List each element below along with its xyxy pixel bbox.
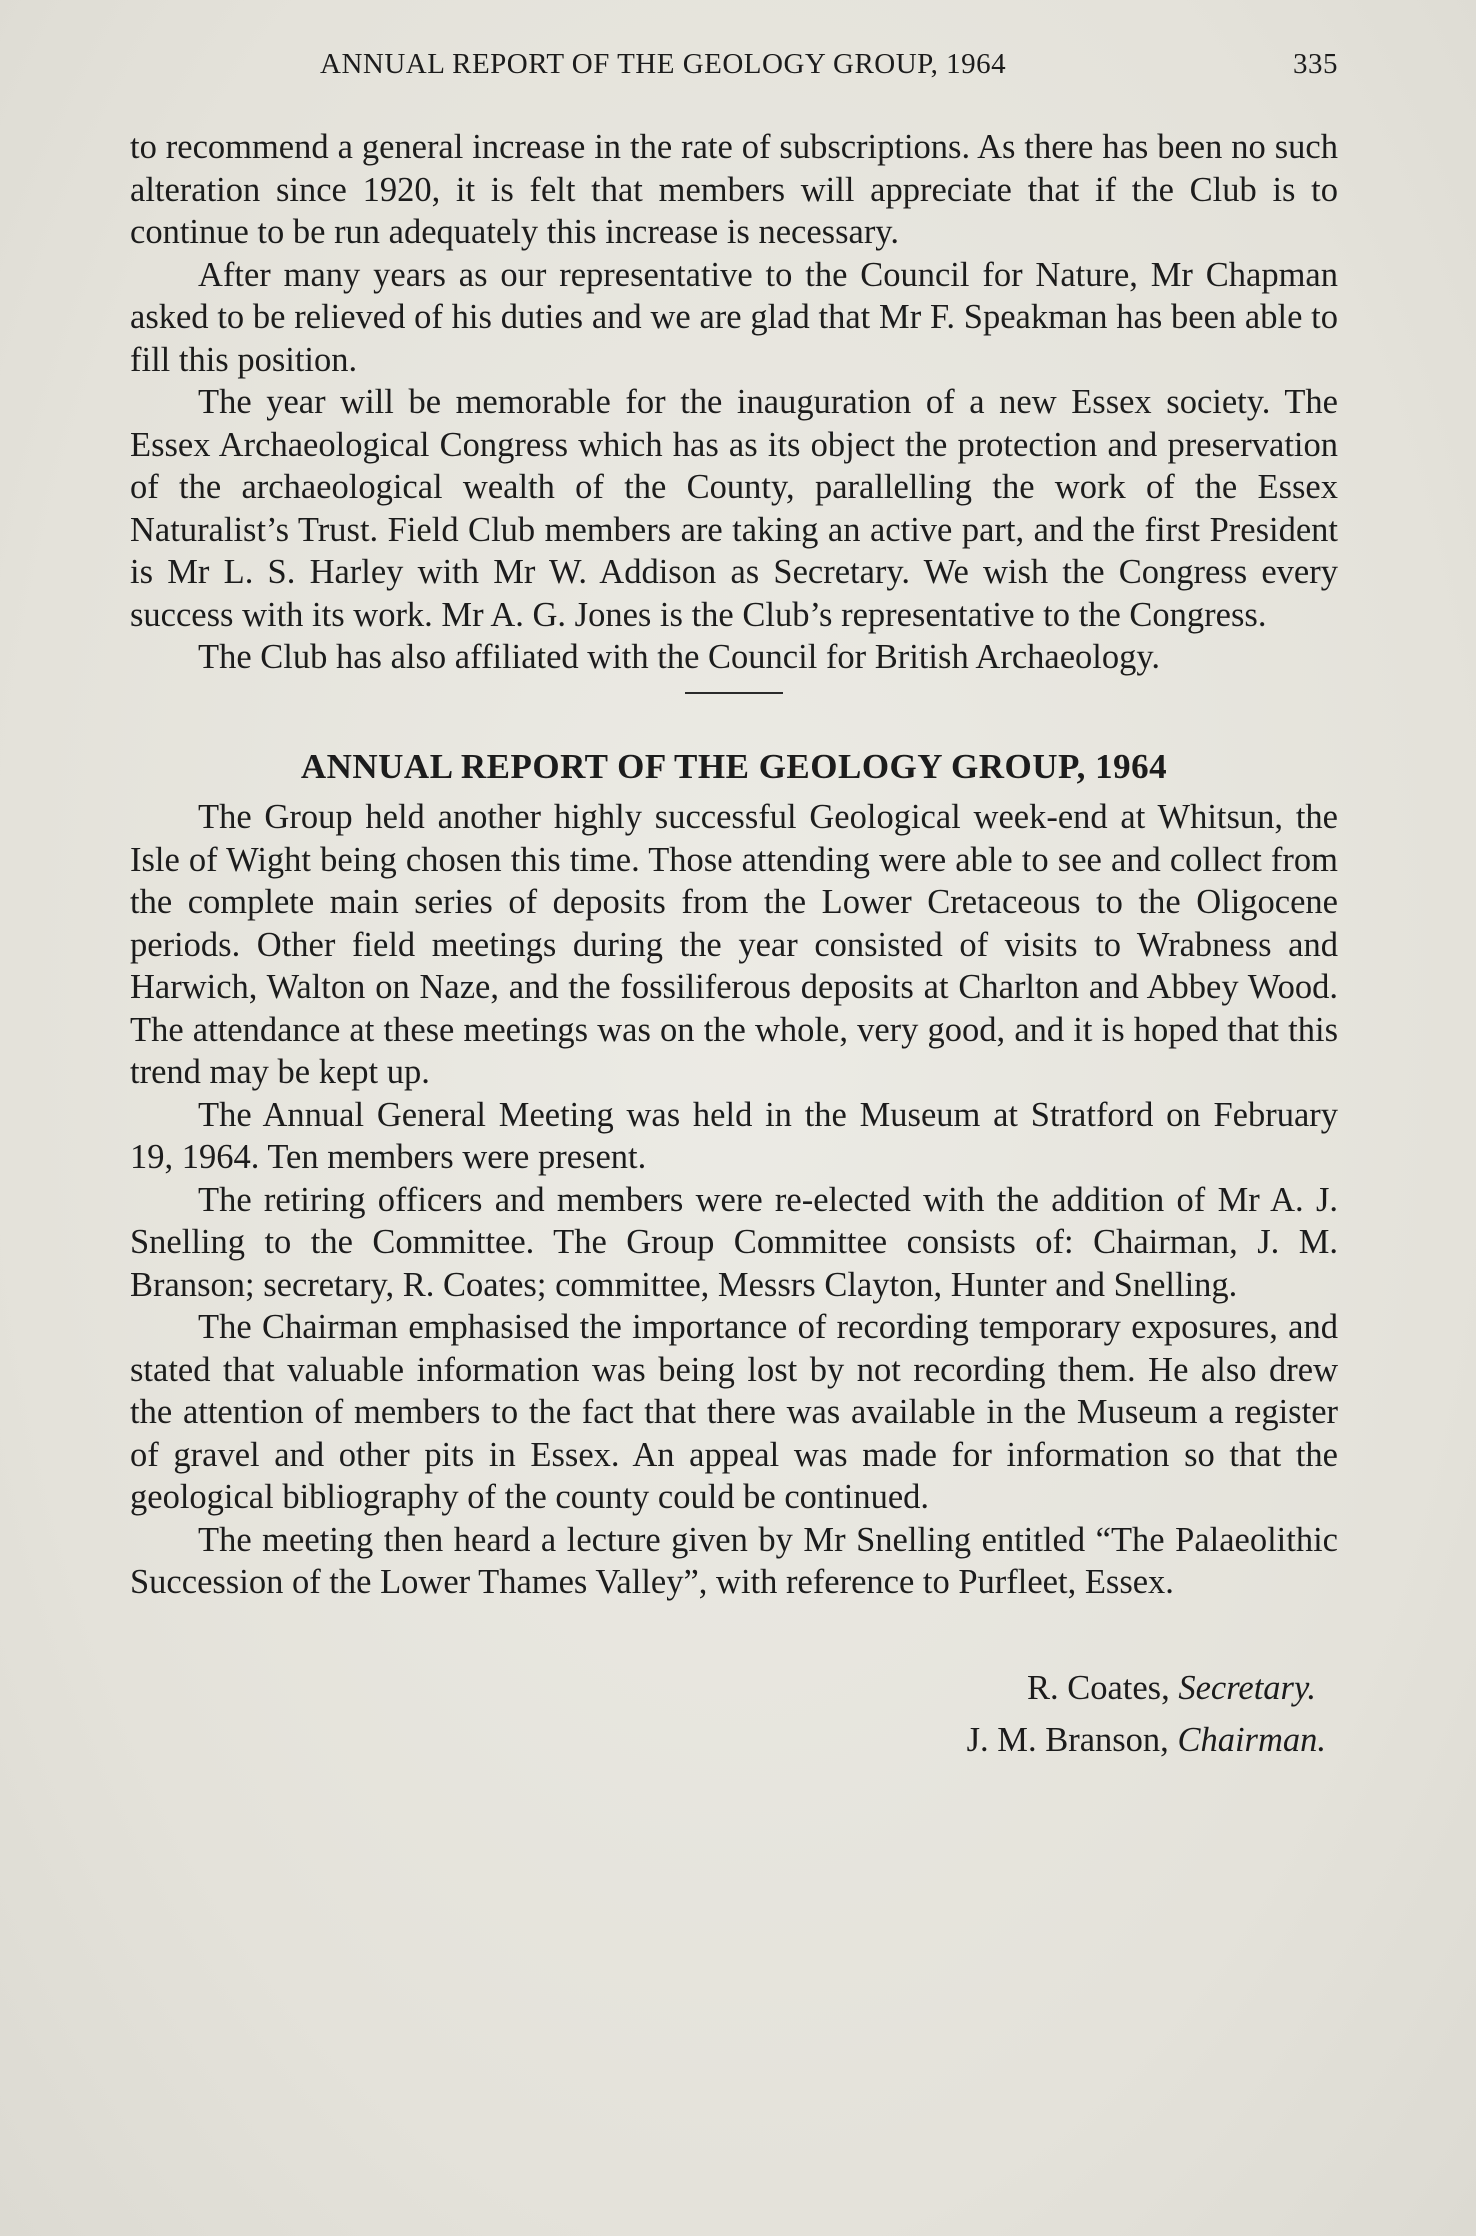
page-number: 335 [1293, 48, 1338, 80]
signature-block [130, 1662, 1338, 1766]
signature-secretary [130, 1662, 1338, 1714]
signature-name: J. M. Branson, [966, 1720, 1169, 1759]
continued-paragraph: to recommend a general increase in the rate of subscriptions. As there has been no such alteration since 1920, it is felt that members will appreciate that if the Club is to continue to be run adequately this increase is necessary. [130, 128, 1338, 251]
paragraph-chairman-remarks: The Chairman emphasised the importance of recording temporary exposures, and stated that valuable information was being lost by not recording them. He also drew the attention of members to the fact that there was available in the Museum a register of gravel and other pits in Essex. An appeal was made for information so that the geological bibliography of the county could be continued. [130, 1308, 1338, 1516]
paragraph-council-for-british-archaeology: The Club has also affiliated with the Council for British Archaeology. [198, 638, 1160, 676]
signature-chairman [130, 1714, 1338, 1766]
paragraph-archaeological-congress: The year will be memorable for the inauguration of a new Essex society. The Essex Archaeological Congress which has as its object the protection and preservation of the archaeological wealth of the County, parallelling the work of the Essex Naturalist’s Trust. Field Club members are taking an active part, and the first President is Mr L. S. Harley with Mr W. Addison as Secretary. We wish the Congress every success with its work. Mr A. G. Jones is the Club’s representative to the Congress. [130, 383, 1338, 634]
page-body [130, 126, 1338, 1766]
signature-role: Secretary. [1178, 1668, 1316, 1707]
signature-name: R. Coates, [1026, 1668, 1170, 1707]
paragraph-officers: The retiring officers and members were re-elected with the addition of Mr A. J. Snelling to the Committee. The Group Committee consists of: Chairman, J. M. Branson; secretary, R. Coates; committee, Messrs Clayton, Hunter and Snelling. [130, 1180, 1338, 1304]
running-head-title: ANNUAL REPORT OF THE GEOLOGY GROUP, 1964 [320, 48, 1007, 80]
running-head [130, 48, 1338, 88]
signature-role: Chairman. [1177, 1720, 1326, 1759]
section-divider [685, 692, 783, 694]
paragraph-field-meetings: The Group held another highly successful Geological week-end at Whitsun, the Isle of Wight being chosen this time. Those attending were able to see and collect from the complete main series of deposits from the Lower Cretaceous to the Oligocene periods. Other field meetings during the year consisted of visits to Wrabness and Harwich, Walton on Naze, and the fossiliferous deposits at Charlton and Abbey Wood. The attendance at these meetings was on the whole, very good, and it is hoped that this trend may be kept up. [130, 798, 1338, 1091]
paragraph-lecture: The meeting then heard a lecture given by Mr Snelling entitled “The Palaeolithic Succession of the Lower Thames Valley”, with reference to Purfleet, Essex. [130, 1520, 1338, 1601]
paragraph-council-for-nature: After many years as our representative to the Council for Nature, Mr Chapman asked to be relieved of his duties and we are glad that Mr F. Speakman has been able to fill this position. [130, 255, 1338, 379]
paragraph-annual-general-meeting: The Annual General Meeting was held in the Museum at Stratford on February 19, 1964. Ten members were present. [130, 1095, 1338, 1176]
section-heading: ANNUAL REPORT OF THE GEOLOGY GROUP, 1964 [300, 746, 1168, 786]
